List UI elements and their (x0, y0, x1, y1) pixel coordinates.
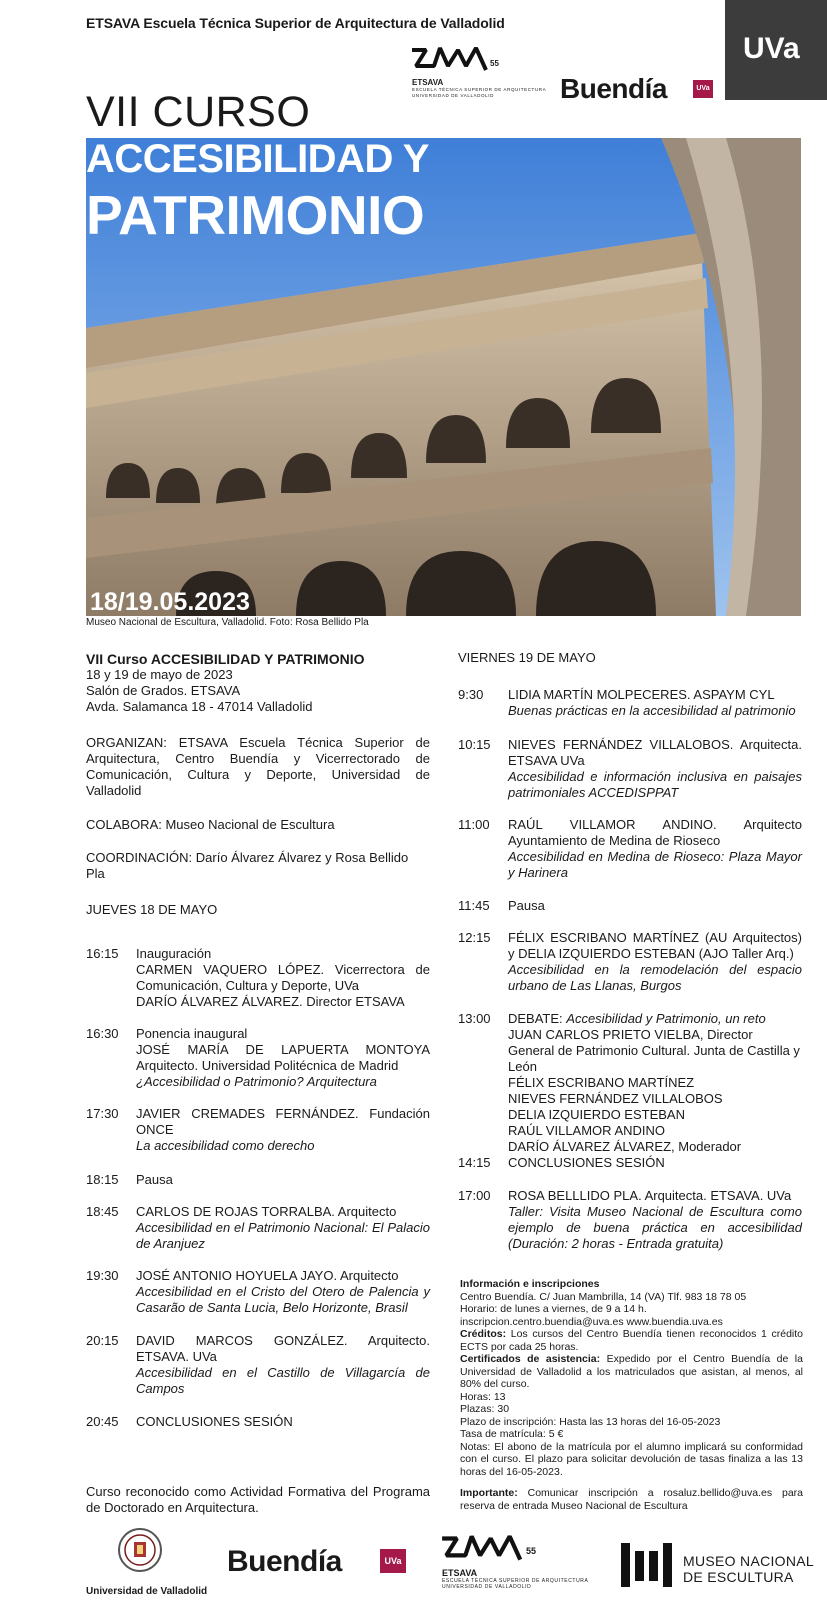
uva-seal-icon (118, 1528, 162, 1572)
schedule-time: 11:00 (458, 817, 490, 832)
schedule-line: LIDIA MARTÍN MOLPECERES. ASPAYM CYL (508, 687, 775, 702)
schedule-line: JOSÉ ANTONIO HOYUELA JAYO. Arquitecto (136, 1268, 399, 1283)
registration-deadline: Plazo de inscripción: Hasta las 13 horas del 16-05-2023 (460, 1415, 721, 1428)
schedule-time: 14:15 (458, 1155, 491, 1170)
debate-label: DEBATE: (508, 1011, 567, 1026)
coordination: COORDINACIÓN: Darío Álvarez Álvarez y Rosa Bellido Pla (86, 850, 409, 881)
certificate-label: Certificados de asistencia: (460, 1353, 601, 1365)
schedule-time: 17:00 (458, 1188, 491, 1203)
etsava-subtitle (412, 87, 546, 98)
debate-title: Accesibilidad y Patrimonio, un reto (566, 1011, 766, 1026)
talk-title: Accesibilidad en Medina de Rioseco: Plaza Mayor y Harinera (508, 849, 802, 880)
fee: Tasa de matrícula: 5 € (460, 1428, 564, 1440)
schedule-line: CONCLUSIONES SESIÓN (508, 1155, 665, 1170)
museo-line-1: MUSEO NACIONAL (683, 1553, 814, 1569)
footer-etsava-subtitle-2: UNIVERSIDAD DE VALLADOLID (442, 1584, 532, 1590)
schedule-line: DARÍO ÁLVAREZ ÁLVAREZ, Moderador (508, 1139, 742, 1154)
credits-info (460, 1328, 803, 1353)
course-dates: 18 y 19 de mayo de 2023 (86, 667, 233, 682)
talk-title: La accesibilidad como derecho (136, 1138, 315, 1153)
footer-etsava-subtitle-1: ESCUELA TÉCNICA SUPERIOR DE ARQUITECTURA (442, 1578, 589, 1584)
etsava-subtitle-2: UNIVERSIDAD DE VALLADOLID (412, 92, 494, 98)
footer-etsava-logo (440, 1532, 590, 1592)
schedule-time: 18:15 (86, 1172, 119, 1187)
registration-contact[interactable]: inscripcion.centro.buendia@uva.es www.buendia.uva.es (460, 1315, 723, 1328)
debate-heading (508, 1011, 802, 1027)
talk-title: Buenas prácticas en la accesibilidad al patrimonio (508, 703, 796, 718)
schedule-line: Pausa (136, 1172, 173, 1187)
course-venue: Salón de Grados. ETSAVA (86, 683, 241, 698)
talk-title: ¿Accesibilidad o Patrimonio? Arquitectura (136, 1074, 377, 1089)
schedule-time: 13:00 (458, 1011, 491, 1026)
schedule-line: DAVID MARCOS GONZÁLEZ. Arquitecto. ETSAVA. UVa (136, 1333, 430, 1364)
schedule-line: NIEVES FERNÁNDEZ VILLALOBOS (508, 1091, 723, 1106)
credits-label: Créditos: (460, 1328, 507, 1340)
talk-title: Accesibilidad en la remodelación del espacio urbano de Las Llanas, Burgos (508, 962, 802, 993)
places-count: Plazas: 30 (460, 1403, 510, 1415)
certificate-text: Expedido por el Centro Buendía de la Universidad de Valladolid a los matriculados que asistan, al menos, al 80% del curso. (460, 1353, 803, 1390)
schedule-item (86, 946, 430, 1009)
certificate-info (460, 1353, 803, 1391)
hours-count: Horas: 13 (460, 1390, 506, 1403)
talk-title: Accesibilidad en el Patrimonio Nacional: El Palacio de Aranjuez (136, 1220, 430, 1251)
notes: Notas: El abono de la matrícula por el alumno implicará su conformidad con el curso. El plazo para solicitar devolución de tasas finaliza a las 13 horas del 16-05-2023. (460, 1440, 803, 1478)
course-kicker: VII CURSO (86, 88, 311, 136)
schedule-time: 16:30 (86, 1026, 119, 1041)
talk-title: Accesibilidad e información inclusiva en paisajes patrimoniales ACCEDISPPAT (508, 769, 802, 800)
schedule-time: 18:45 (86, 1204, 119, 1219)
talk-title: Accesibilidad en el Castillo de Villagarcía de Campos (136, 1365, 430, 1396)
uva-footer-name: Universidad de Valladolid (86, 1586, 208, 1597)
footer-etsava-name: ETSAVA (442, 1568, 478, 1578)
schedule-line: JOSÉ MARÍA DE LAPUERTA MONTOYA Arquitecto. Universidad Politécnica de Madrid (136, 1042, 430, 1073)
registration-heading: Información e inscripciones (460, 1278, 600, 1290)
registration-address: Centro Buendía. C/ Juan Mambrilla, 14 (VA) Tlf. 983 18 78 05 (460, 1290, 747, 1303)
uva-seal-graphic (120, 1530, 160, 1570)
schedule-line: DARÍO ÁLVAREZ ÁLVAREZ. Director ETSAVA (136, 994, 405, 1009)
etsava-number: 55 (490, 59, 499, 68)
museo-mark-graphic (621, 1543, 673, 1587)
schedule-time: 12:15 (458, 930, 491, 945)
schedule-line: Pausa (508, 898, 545, 913)
title-line-2: PATRIMONIO (86, 184, 425, 246)
museo-line-2: DE ESCULTURA (683, 1569, 794, 1585)
etsava-logo-mark-icon (410, 44, 500, 74)
school-name: ETSAVA Escuela Técnica Superior de Arquitectura de Valladolid (86, 15, 505, 31)
course-info (86, 651, 430, 715)
museo-logo-text (683, 1553, 814, 1585)
registration-info (460, 1278, 803, 1512)
registration-hours: Horario: de lunes a viernes, de 9 a 14 h. (460, 1303, 647, 1315)
uva-badge (725, 0, 827, 100)
organizers: ORGANIZAN: ETSAVA Escuela Técnica Superior de Arquitectura, Centro Buendía y Vicerrectorado de Comunicación, Cultura y Deporte, Universidad de Valladolid (86, 735, 430, 798)
etsava-subtitle-1: ESCUELA TÉCNICA SUPERIOR DE ARQUITECTURA (412, 87, 547, 92)
doctorate-note: Curso reconocido como Actividad Formativa del Programa de Doctorado en Arquitectura. (86, 1484, 430, 1515)
footer-etsava-mark-icon (440, 1532, 535, 1564)
course-title: VII Curso ACCESIBILIDAD Y PATRIMONIO (86, 651, 365, 667)
important-note (460, 1487, 803, 1512)
credits-text: Los cursos del Centro Buendía tienen reconocidos 1 crédito ECTS por cada 25 horas. (460, 1328, 803, 1353)
schedule-line: RAÚL VILLAMOR ANDINO (508, 1123, 666, 1138)
schedule-line: DELIA IZQUIERDO ESTEBAN (508, 1107, 685, 1122)
buendia-logo: Buendía (560, 73, 667, 104)
important-text[interactable]: Comunicar inscripción a rosaluz.bellido@uva.es para reserva de entrada Museo Nacional de Escultura (460, 1487, 803, 1512)
schedule-line: JAVIER CREMADES FERNÁNDEZ. Fundación ONCE (136, 1106, 430, 1137)
schedule-time: 19:30 (86, 1268, 119, 1283)
museo-logo-mark-icon (621, 1543, 673, 1587)
schedule-line: JUAN CARLOS PRIETO VIELBA, Director General de Patrimonio Cultural. Junta de Castilla y León (508, 1027, 800, 1074)
schedule-time: 9:30 (458, 687, 484, 702)
photo-caption: Museo Nacional de Escultura, Valladolid. Foto: Rosa Bellido Pla (86, 617, 369, 628)
schedule-line: CARLOS DE ROJAS TORRALBA. Arquitecto (136, 1204, 397, 1219)
footer-etsava-number: 55 (526, 1546, 537, 1556)
title-line-1: ACCESIBILIDAD Y (86, 137, 429, 181)
poster-date: 18/19.05.2023 (90, 588, 250, 616)
thursday-heading: JUEVES 18 DE MAYO (86, 902, 218, 917)
schedule-line: NIEVES FERNÁNDEZ VILLALOBOS. Arquitecta. ETSAVA UVa (508, 737, 802, 768)
uva-badge-label: UVa (743, 32, 800, 65)
important-label: Importante: (460, 1487, 518, 1499)
buendia-tag: UVa (693, 80, 713, 98)
schedule-time: 11:45 (458, 898, 490, 913)
footer-buendia-tag: UVa (380, 1549, 406, 1573)
footer-buendia-logo: Buendía (227, 1545, 342, 1578)
friday-heading: VIERNES 19 DE MAYO (458, 650, 596, 665)
etsava-logo (410, 44, 550, 104)
schedule-line: FÉLIX ESCRIBANO MARTÍNEZ (AU Arquitectos) y DELIA IZQUIERDO ESTEBAN (AJO Taller Arq.) (508, 930, 802, 961)
footer-etsava-subtitle (442, 1578, 588, 1590)
schedule-time: 17:30 (86, 1106, 119, 1121)
schedule-line: ROSA BELLLIDO PLA. Arquitecta. ETSAVA. UVa (508, 1188, 792, 1203)
schedule-time: 16:15 (86, 946, 119, 961)
talk-title: Accesibilidad en el Cristo del Otero de Palencia y Casarão de Santa Lucia, Belo Horizonte, Brasil (136, 1284, 430, 1315)
collaborator: COLABORA: Museo Nacional de Escultura (86, 817, 335, 832)
schedule-line: Inauguración (136, 946, 212, 961)
schedule-time: 20:15 (86, 1333, 119, 1348)
schedule-time: 20:45 (86, 1414, 119, 1429)
schedule-line: CARMEN VAQUERO LÓPEZ. Vicerrectora de Comunicación, Cultura y Deporte, UVa (136, 962, 430, 993)
schedule-line: CONCLUSIONES SESIÓN (136, 1414, 293, 1429)
etsava-name: ETSAVA (412, 78, 444, 87)
talk-title: Taller: Visita Museo Nacional de Escultura como ejemplo de buena práctica en accesibilidad (Duración: 2 horas - Entrada gratuita) (508, 1204, 802, 1251)
course-address: Avda. Salamanca 18 - 47014 Valladolid (86, 699, 313, 714)
schedule-line: Ponencia inaugural (136, 1026, 248, 1041)
schedule-line: RAÚL VILLAMOR ANDINO. Arquitecto Ayuntamiento de Medina de Rioseco (508, 817, 802, 848)
schedule-time: 10:15 (458, 737, 491, 752)
schedule-line: FÉLIX ESCRIBANO MARTÍNEZ (508, 1075, 695, 1090)
